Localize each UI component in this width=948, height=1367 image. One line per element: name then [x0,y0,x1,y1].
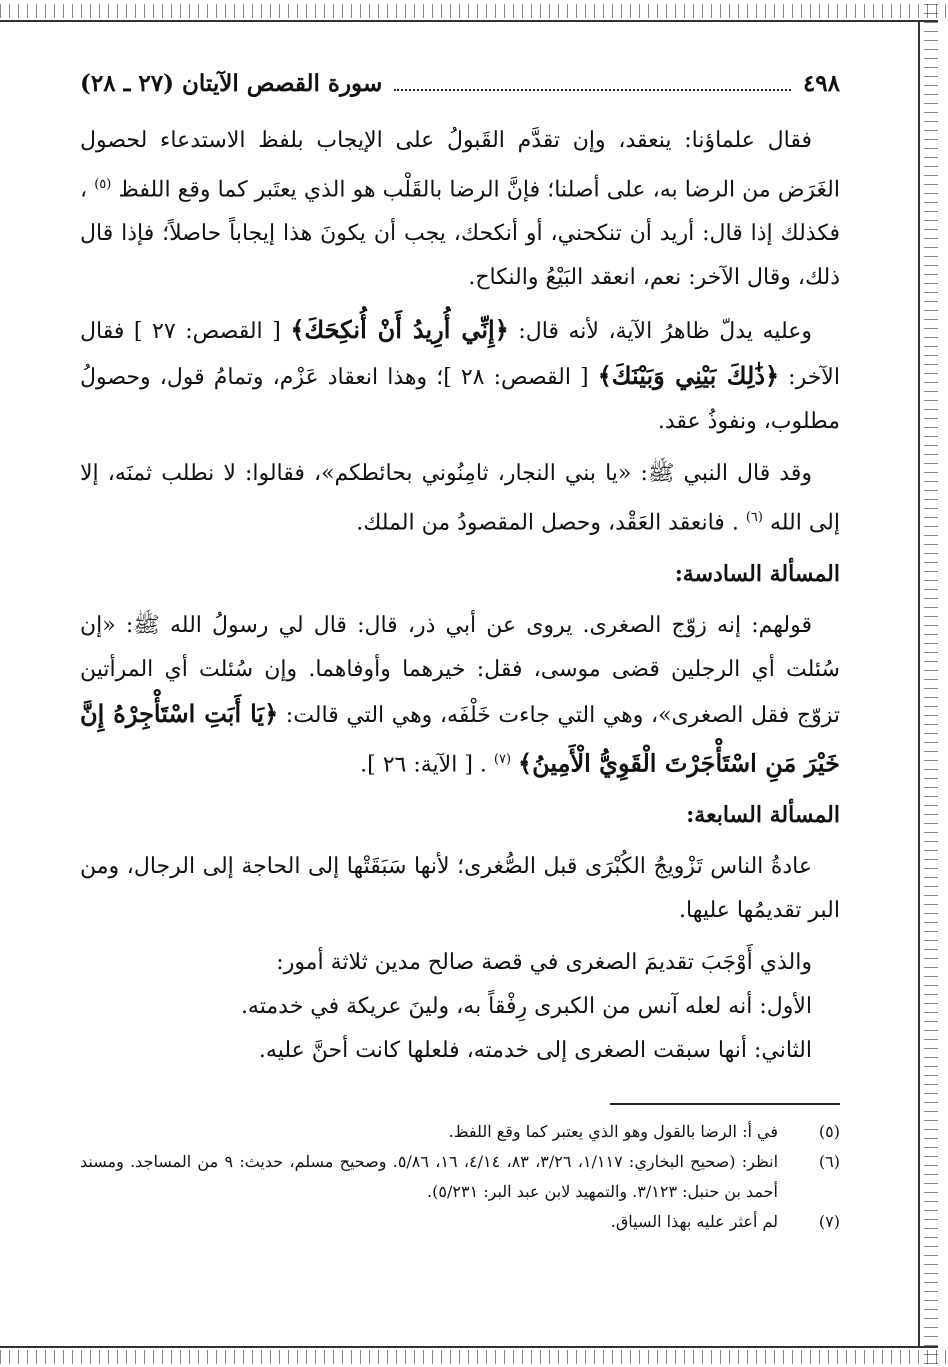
paragraph-4-text-cont: . [ الآية: ٢٦ ]. [360,751,487,777]
paragraph-6: والذي أَوْجَبَ تقديمَ الصغرى في قصة صالح مدين ثلاثة أمور: [276,949,812,975]
paragraph-1-text: فقال علماؤنا: ينعقد، وإن تقدَّم القَبولُ على الإيجاب بلفظ الاستدعاء لحصول الغَرَض من الرضا به، على أصلنا؛ فإنَّ الرضا بالقَلْب هو الذي يعتَبر كما وقع اللفظ [80,128,840,203]
paragraph-3-text: وقد قال النبي ﷺ: «يا بني النجار، ثامِنُوني بحائطكم»، فقالوا: لا نطلب ثمنَه، إلا إلى الله [80,461,840,536]
footnote-number: (٦) [818,1151,840,1171]
paragraph-2 [80,308,840,444]
paragraph-3 [80,452,840,545]
page-number: ٤٩٨ [802,70,840,97]
paragraph-7: الأول: أنه لعله آنس من الكبرى رِفْقاً به، ولينَ عريكة في خدمته. [240,993,812,1019]
footnote-6 [80,1147,840,1207]
footnote-text: في أ: الرضا بالقول وهو الذي يعتبر كما وقع اللفظ. [448,1121,778,1141]
paragraph-2-text-c: [ القصص: ٢٨ ]؛ وهذا انعقاد عَزْم، وتمامُ قول، وحصولُ مطلوب، ونفوذُ عقد. [80,365,840,435]
paragraph-8: الثاني: أنها سبقت الصغرى إلى خدمته، فلعلها كانت أحنَّ عليه. [258,1037,812,1063]
paragraph-5: عادةُ الناس تَزْويجُ الكُبْرَى قبل الصُّغرى؛ لأنها سَبَقَتْها إلى الحاجة إلى الرجال، ومن البر تقديمُها عليها. [80,853,840,923]
footnote-ref-7: (٧) [493,751,512,767]
decorative-border-right [924,4,938,1364]
footnote-7 [80,1207,840,1237]
footnote-5 [80,1117,840,1147]
decorative-border-top [0,4,948,18]
border-line-top [0,20,938,22]
paragraph-3-text-cont: . فانعقد العَقْد، وحصل المقصودُ من الملك. [356,510,739,536]
paragraph-2-text-a: وعليه يدلّ ظاهرُ الآية، لأنه قال: [518,319,812,345]
quran-verse-1: ﴿إِنِّي أُرِيدُ أَنْ أُنكِحَكَ﴾ [290,315,509,345]
footnote-ref-5: (٥) [94,177,112,192]
page-title: سورة القصص الآيتان (٢٧ ـ ٢٨) [80,70,383,97]
quran-verse-3: ﴿يَا أَبَتِ اسْتَأْجِرْهُ إِنَّ خَيْرَ مَنِ اسْتَأْجَرْتَ الْقَوِيُّ الْأَمِينُ﴾ [80,698,840,777]
paragraph-1 [80,119,840,300]
quran-verse-2: ﴿ذَٰلِكَ بَيْنِي وَبَيْنَكَ﴾ [597,361,780,391]
paragraph-1-text-cont: ، فكذلك إذا قال: أريد أن تنكحني، أو أنكحك، يجب أن يكونَ هذا إيجاباً حاصلاً؛ فإذا قال ذلك، وقال الآخر: نعم، انعقد البَيْعُ والنكاح. [80,177,840,291]
border-line-right [918,20,920,1348]
footnote-text: لم أعثر عليه بهذا السياق. [610,1211,778,1231]
footnote-separator [610,1103,840,1105]
decorative-border-bottom [0,1350,948,1364]
running-header [80,70,840,97]
section-heading-6: المسألة السادسة: [674,560,840,587]
paragraph-4 [80,604,840,787]
paragraph-2-text-b: [ القصص: ٢٧ ] فقال الآخر: [80,319,840,391]
header-dots [394,89,791,91]
paragraph-4-text: قولهم: إنه زوّج الصغرى. يروى عن أبي ذر، قال: قال لي رسولُ الله ﷺ: «إن سُئلت أي الرجلين قضى موسى، فقل: خيرهما وأوفاهما. وإن سُئلت أي المرأتين تزوّج فقل الصغرى»، وهي التي جاءت خَلْفَه، وهي التي قالت: [80,612,841,728]
footnote-number: (٧) [818,1211,840,1231]
footnote-text: انظر: (صحيح البخاري: ١/١١٧، ٣/٢٦، ٨٣، ٤/١٤، ١٦، ٥/٨٦. وصحيح مسلم، حديث: ٩ من المساجد. ومسند أحمد بن حنبل: ٣/١٢٣. والتمهيد لابن عبد البر: ٥/٢٣١). [80,1151,779,1201]
page-content [80,70,840,1310]
border-line-bottom [0,1346,938,1348]
footnote-ref-6: (٦) [745,510,763,526]
footnote-number: (٥) [818,1121,840,1141]
section-heading-7: المسألة السابعة: [686,801,840,828]
